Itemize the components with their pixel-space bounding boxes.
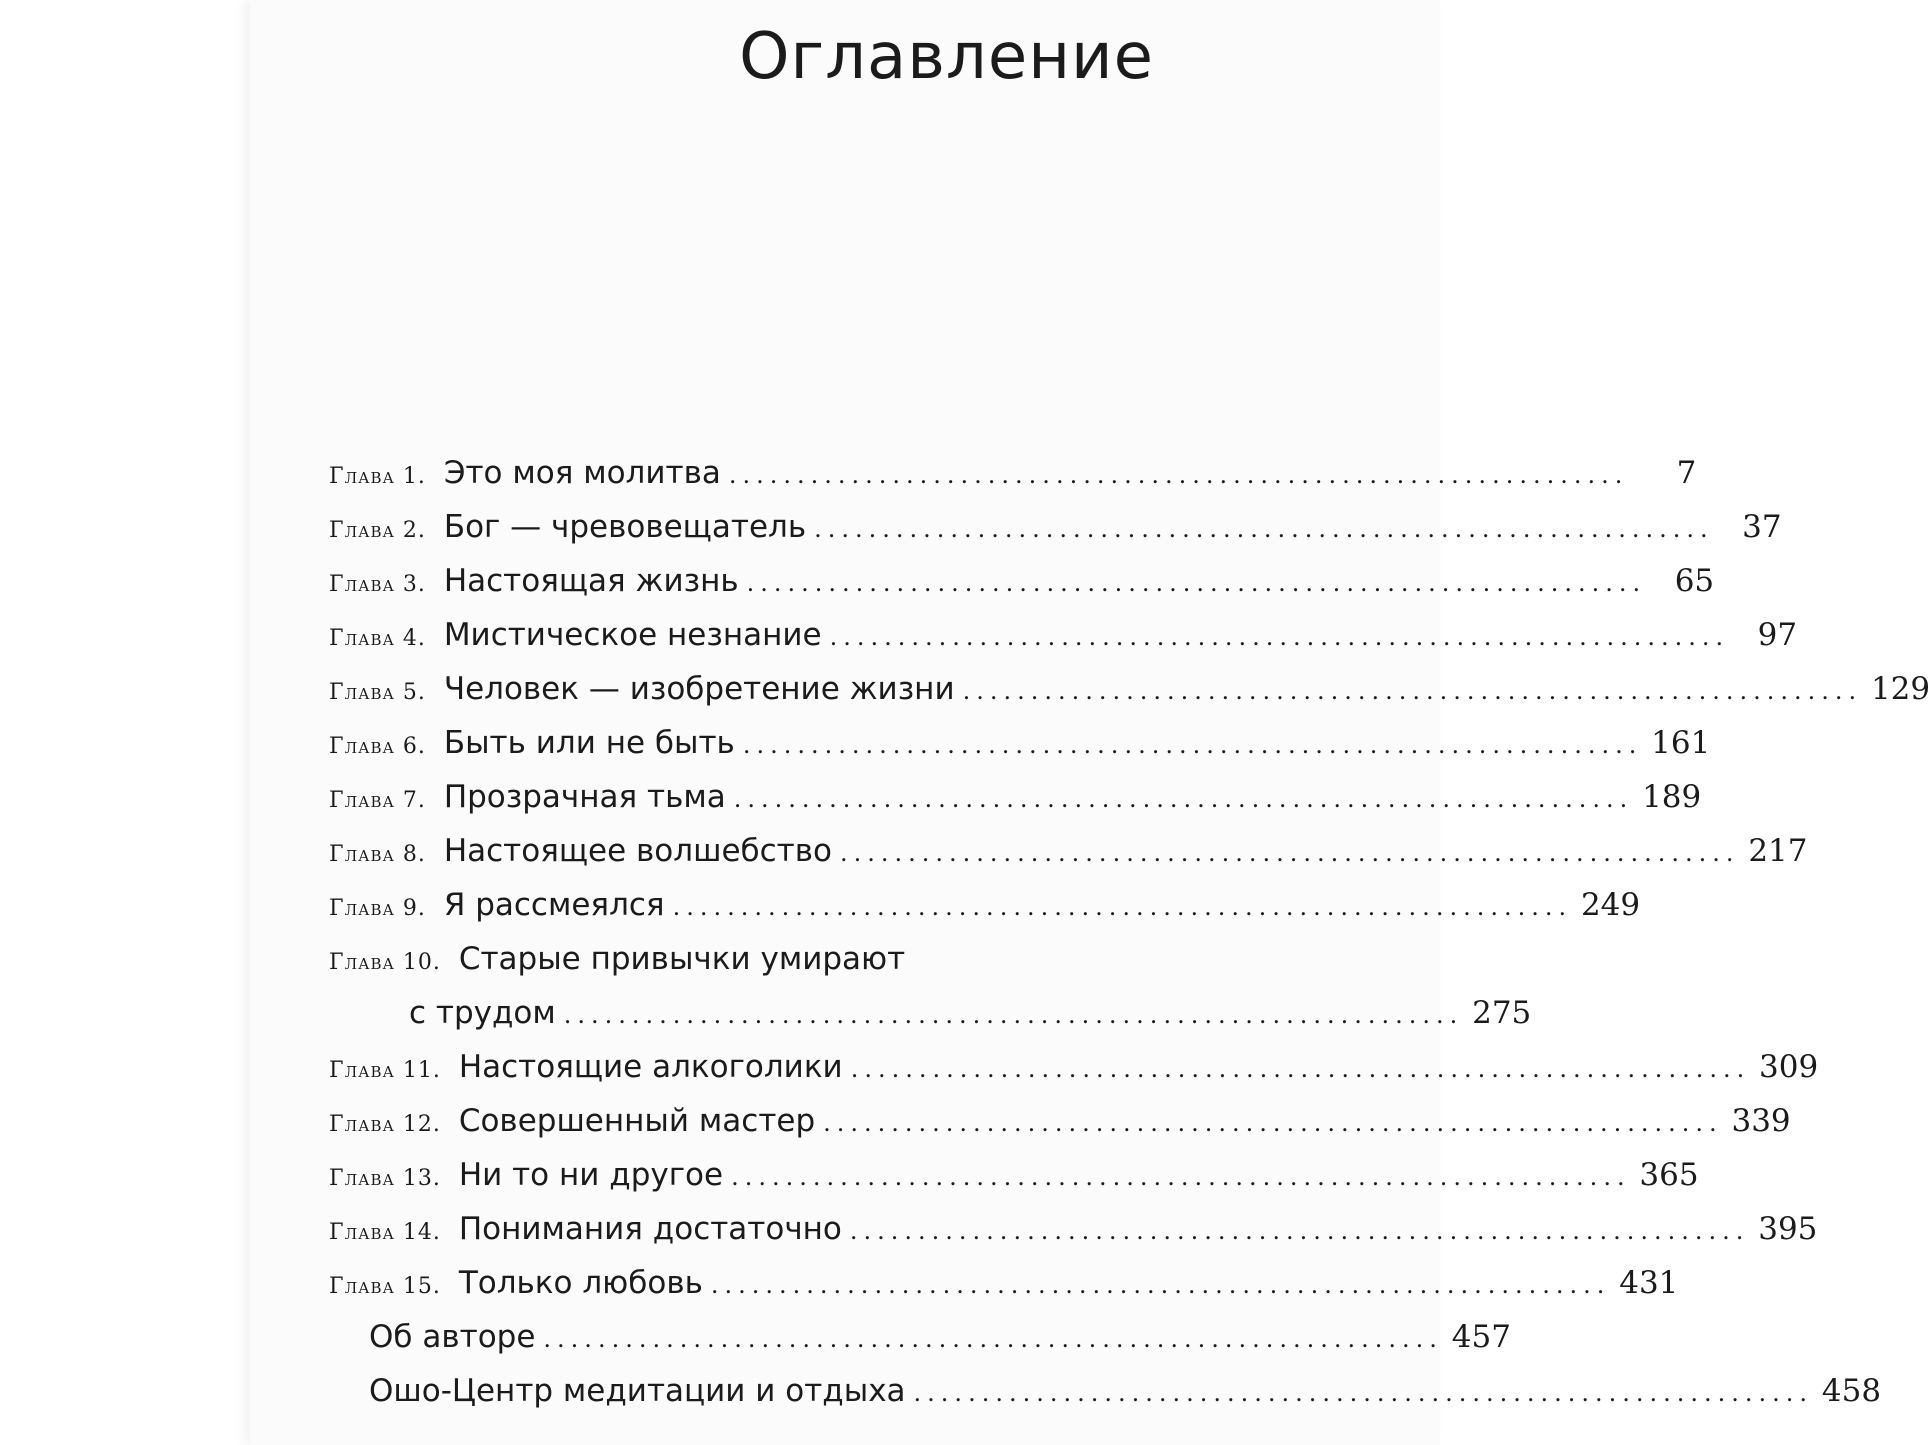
page-number: 275	[1472, 995, 1532, 1031]
toc-entry[interactable]	[329, 824, 1808, 878]
leader-dots: ..................................................................	[733, 785, 1634, 813]
toc-entry[interactable]	[329, 1148, 1699, 1202]
toc-entry[interactable]	[329, 446, 1697, 500]
toc-entry[interactable]	[329, 1202, 1818, 1256]
chapter-title: Я рассмеялся	[443, 887, 665, 923]
chapter-label: Глава 1.	[329, 464, 426, 489]
page-number: 129	[1870, 671, 1930, 707]
chapter-label: Глава 5.	[329, 680, 426, 705]
toc-entry[interactable]	[329, 554, 1715, 608]
chapter-label: Глава 11.	[329, 1058, 441, 1083]
chapter-title: Это моя молитва	[443, 455, 721, 491]
chapter-label: Глава 15.	[329, 1274, 441, 1299]
page-number: 249	[1580, 887, 1641, 923]
chapter-title: Совершенный мастер	[458, 1103, 816, 1139]
page-number: 309	[1759, 1049, 1819, 1085]
chapter-title: Настоящие алкоголики	[458, 1049, 843, 1085]
page-number: 97	[1757, 617, 1798, 653]
chapter-title: Настоящее волшебство	[443, 833, 832, 869]
chapter-title: Ни то ни другое	[458, 1157, 724, 1193]
toc-extra-entry[interactable]	[329, 1310, 1511, 1364]
page-number: 65	[1674, 563, 1715, 599]
chapter-label: Глава 8.	[329, 842, 426, 867]
chapter-title: Прозрачная тьма	[443, 779, 726, 815]
page-title: Оглавление	[739, 20, 1154, 94]
toc-entry[interactable]	[329, 500, 1782, 554]
page-number: 37	[1742, 509, 1782, 545]
page-number: 431	[1619, 1265, 1679, 1301]
page-number: 395	[1758, 1211, 1818, 1247]
toc-entry[interactable]	[329, 1040, 1819, 1094]
chapter-title: Быть или не быть	[443, 725, 735, 761]
chapter-title: Настоящая жизнь	[443, 563, 739, 599]
chapter-label: Глава 10.	[329, 950, 441, 975]
toc-entry[interactable]	[329, 932, 1532, 1040]
leader-dots: ..................................................................	[710, 1271, 1611, 1299]
leader-dots: ..................................................................	[731, 1163, 1631, 1191]
leader-dots: ..................................................................	[829, 623, 1730, 651]
table-of-contents	[329, 446, 1930, 1418]
section-title: Ошо-Центр медитации и отдыха	[369, 1373, 906, 1409]
toc-entry[interactable]	[329, 878, 1641, 932]
toc-entry-line-2	[329, 986, 1532, 1040]
leader-dots: ..................................................................	[746, 569, 1647, 597]
chapter-label: Глава 9.	[329, 896, 426, 921]
leader-dots: ..................................................................	[543, 1325, 1443, 1353]
section-title: Об авторе	[369, 1319, 536, 1355]
chapter-title: Человек — изобретение жизни	[443, 671, 955, 707]
leader-dots: ..................................................................	[913, 1379, 1814, 1407]
chapter-title: Только любовь	[458, 1265, 703, 1301]
toc-entry[interactable]	[329, 1094, 1791, 1148]
leader-dots: ..................................................................	[823, 1109, 1723, 1137]
leader-dots: ..................................................................	[962, 677, 1863, 705]
page-number: 339	[1731, 1103, 1791, 1139]
chapter-label: Глава 2.	[329, 518, 426, 543]
chapter-label: Глава 3.	[329, 572, 426, 597]
page-number: 161	[1651, 725, 1711, 761]
toc-entry[interactable]	[329, 716, 1711, 770]
leader-dots: ..................................................................	[850, 1055, 1751, 1083]
chapter-label: Глава 4.	[329, 626, 426, 651]
chapter-label: Глава 6.	[329, 734, 426, 759]
leader-dots: ..................................................................	[563, 1001, 1464, 1029]
toc-extra-entry[interactable]	[329, 1364, 1882, 1418]
leader-dots: ..................................................................	[839, 839, 1740, 867]
chapter-label: Глава 14.	[329, 1220, 441, 1245]
leader-dots: ..................................................................	[728, 461, 1629, 489]
leader-dots: ..................................................................	[849, 1217, 1750, 1245]
chapter-title: Бог — чревовещатель	[443, 509, 807, 545]
page-number: 7	[1676, 455, 1697, 491]
toc-entry[interactable]	[329, 608, 1798, 662]
page-number: 189	[1642, 779, 1702, 815]
chapter-title: Понимания достаточно	[458, 1211, 842, 1247]
toc-entry[interactable]	[329, 1256, 1679, 1310]
chapter-title: Старые привычки умирают	[458, 941, 906, 977]
page-number: 457	[1451, 1319, 1511, 1355]
chapter-title: Мистическое незнание	[443, 617, 822, 653]
book-page	[250, 0, 1930, 1445]
leader-dots: ..................................................................	[672, 893, 1573, 921]
page-number: 365	[1639, 1157, 1699, 1193]
chapter-title-continued: с трудом	[409, 995, 556, 1031]
chapter-label: Глава 13.	[329, 1166, 441, 1191]
toc-entry[interactable]	[329, 770, 1702, 824]
page-number: 217	[1748, 833, 1808, 869]
toc-entry[interactable]	[329, 662, 1930, 716]
toc-entry-line-1	[329, 932, 1153, 986]
chapter-label: Глава 12.	[329, 1112, 441, 1137]
leader-dots: ..................................................................	[814, 515, 1714, 543]
leader-dots: ..................................................................	[742, 731, 1643, 759]
chapter-label: Глава 7.	[329, 788, 426, 813]
page-number: 458	[1821, 1373, 1882, 1409]
